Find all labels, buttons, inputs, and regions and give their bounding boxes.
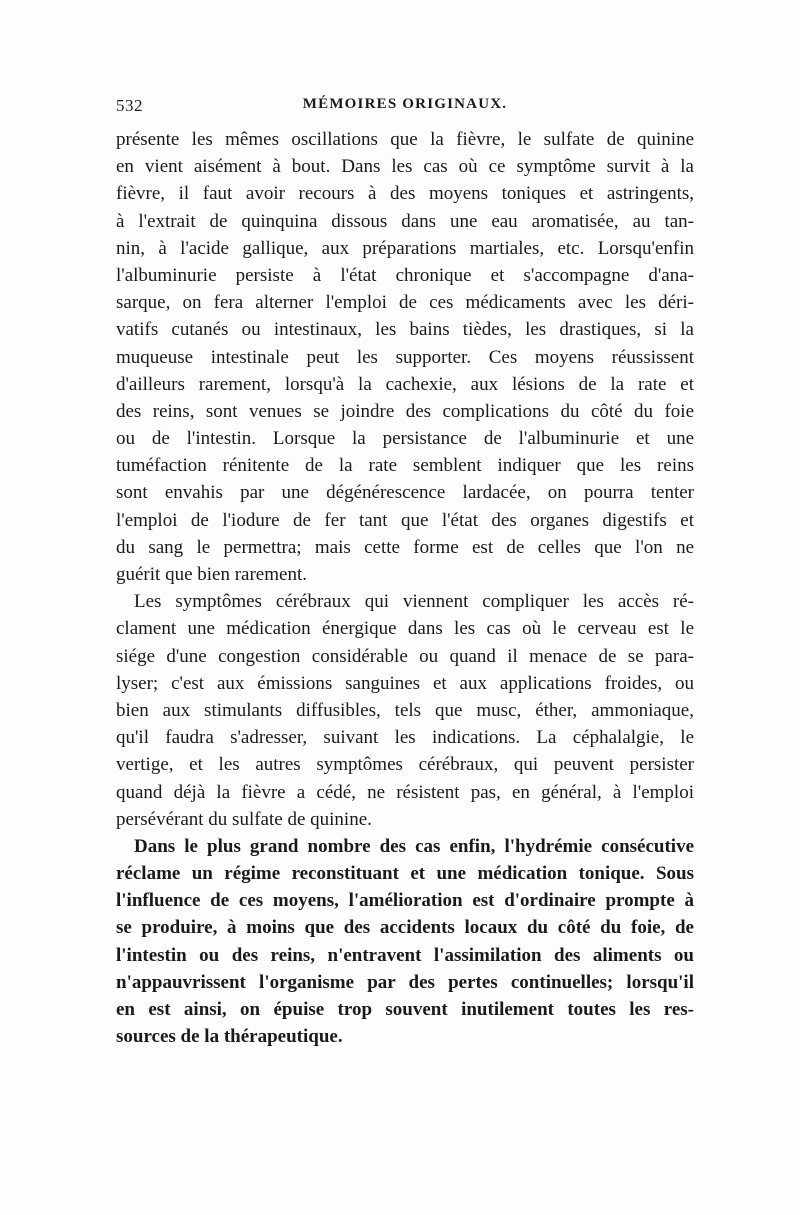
- text-line: bien aux stimulants diffusibles, tels que musc, éther, ammoniaque,: [116, 699, 694, 721]
- text-line: en est ainsi, on épuise trop souvent inutilement toutes les res-: [116, 999, 694, 1020]
- text-line: qu'il faudra s'adresser, suivant les indications. La céphalalgie, le: [116, 727, 694, 749]
- text-line: d'ailleurs rarement, lorsqu'à la cachexie, aux lésions de la rate et: [116, 373, 694, 395]
- text-line: du sang le permettra; mais cette forme est de celles que l'on ne: [116, 536, 694, 558]
- text-line: clament une médication énergique dans les cas où le cerveau est le: [116, 618, 694, 640]
- text-line: Les symptômes cérébraux qui viennent compliquer les accès ré-: [134, 591, 694, 613]
- text-line: nin, à l'acide gallique, aux préparations martiales, etc. Lorsqu'enfin: [116, 237, 694, 259]
- text-line: Dans le plus grand nombre des cas enfin, l'hydrémie consécutive: [134, 835, 694, 857]
- paragraph-2: [116, 588, 694, 833]
- text-line: quand déjà la fièvre a cédé, ne résistent pas, en général, à l'emploi: [116, 781, 694, 803]
- text-line: des reins, sont venues se joindre des complications du côté du foie: [116, 400, 694, 422]
- text-line: réclame un régime reconstituant et une médication tonique. Sous: [116, 863, 694, 885]
- body-text: [116, 126, 694, 1050]
- text-line: l'influence de ces moyens, l'amélioration est d'ordinaire prompte à: [116, 890, 694, 912]
- text-line: lyser; c'est aux émissions sanguines et aux applications froides, ou: [116, 672, 694, 694]
- text-line: sources de la thérapeutique.: [116, 1026, 343, 1048]
- text-line: ou de l'intestin. Lorsque la persistance de l'albuminurie et une: [116, 428, 694, 450]
- text-line: l'intestin ou des reins, n'entravent l'assimilation des aliments ou: [116, 944, 694, 966]
- text-line: vertige, et les autres symptômes cérébraux, qui peuvent persister: [116, 754, 694, 776]
- text-line: persévérant du sulfate de quinine.: [116, 808, 372, 830]
- text-line: guérit que bien rarement.: [116, 564, 307, 585]
- paragraph-1: [116, 126, 694, 588]
- text-line: vatifs cutanés ou intestinaux, les bains tièdes, les drastiques, si la: [116, 319, 694, 341]
- text-line: n'appauvrissent l'organisme par des pertes continuelles; lorsqu'il: [116, 971, 694, 993]
- running-title: MÉMOIRES ORIGINAUX.: [302, 96, 508, 112]
- page-number: 532: [116, 96, 143, 115]
- text-line: présente les mêmes oscillations que la fièvre, le sulfate de quinine: [116, 129, 694, 150]
- text-line: l'albuminurie persiste à l'état chronique et s'accompagne d'ana-: [116, 264, 694, 286]
- text-line: sont envahis par une dégénérescence lardacée, on pourra tenter: [116, 482, 694, 504]
- text-line: muqueuse intestinale peut les supporter. Ces moyens réussissent: [116, 346, 694, 368]
- text-line: se produire, à moins que des accidents locaux du côté du foie, de: [116, 917, 694, 939]
- text-line: à l'extrait de quinquina dissous dans une eau aromatisée, au tan-: [116, 210, 694, 232]
- text-line: en vient aisément à bout. Dans les cas où ce symptôme survit à la: [116, 156, 694, 178]
- text-line: fièvre, il faut avoir recours à des moyens toniques et astringents,: [116, 183, 694, 205]
- text-line: tuméfaction rénitente de la rate semblent indiquer que les reins: [116, 455, 694, 477]
- text-line: siége d'une congestion considérable ou quand il menace de se para-: [116, 645, 694, 667]
- running-head: [116, 96, 694, 120]
- text-line: sarque, on fera alterner l'emploi de ces médicaments avec les déri-: [116, 292, 694, 314]
- paragraph-3: [116, 833, 694, 1051]
- text-line: l'emploi de l'iodure de fer tant que l'état des organes digestifs et: [116, 509, 694, 531]
